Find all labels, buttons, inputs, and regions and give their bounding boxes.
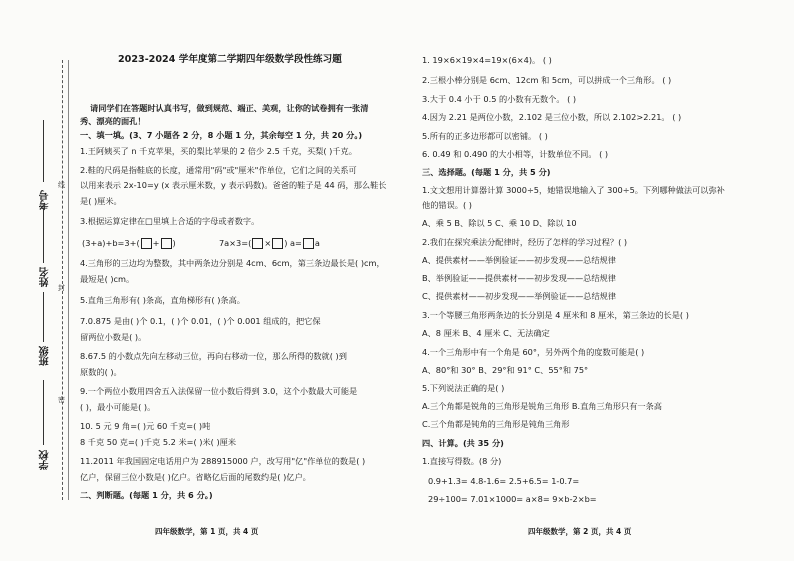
choice-5-option-c: C.三个角都是钝角的三角形是钝角三角形 bbox=[422, 419, 570, 429]
exam-title: 2023-2024 学年度第二学期四年级数学段性练习题 bbox=[118, 54, 342, 65]
question-fill-8-b: 原数的( )。 bbox=[80, 367, 122, 377]
side-label-name: 姓名 bbox=[40, 267, 51, 287]
binding-solid-line bbox=[68, 60, 69, 500]
choice-2-option-c: C、提供素材——初步发现——举例验证——总结规律 bbox=[422, 291, 617, 301]
question-fill-9-b: ( )，最小可能是( )。 bbox=[80, 402, 156, 412]
question-fill-11-a: 11.2011 年我国固定电话用户为 288915000 户，改写用"亿"作单位的数是( ) bbox=[80, 456, 366, 466]
section-choice-heading: 三、选择题。(每题 1 分，共 5 分) bbox=[422, 167, 551, 177]
answer-box[interactable] bbox=[141, 238, 152, 249]
choice-3-options: A、8 厘米 B、4 厘米 C、无法确定 bbox=[422, 328, 550, 338]
instruction-line-1: 请同学们在答题时认真书写，做到规范、端正、美观，让你的试卷拥有一张清 bbox=[90, 103, 369, 113]
side-label-class: 班级 bbox=[40, 346, 51, 366]
equation-right: a= bbox=[289, 238, 302, 248]
judge-item-5: 5.所有的正多边形都可以密铺。 ( ) bbox=[422, 131, 548, 141]
name-blank[interactable] bbox=[43, 208, 44, 263]
seal-mark-feng: 封 bbox=[58, 284, 65, 292]
choice-2-question: 2.我们在探究乘法分配律时，经历了怎样的学习过程？( ) bbox=[422, 237, 628, 247]
question-fill-2-c: 是( )厘米。 bbox=[80, 196, 122, 206]
question-fill-2-b: 以用来表示 2x-10=y (x 表示厘米数，y 表示码数)。爸爸的鞋子是 44 码，那么鞋长 bbox=[80, 180, 387, 190]
class-blank[interactable] bbox=[43, 292, 44, 342]
question-fill-3: 3.根据运算定律在□里填上合适的字母或者数字。 bbox=[80, 216, 260, 226]
question-fill-10-a: 10. 5 元 9 角=( )元 60 千克=( )吨 bbox=[80, 421, 211, 431]
side-label-exam-no: 考号 bbox=[40, 190, 51, 210]
question-fill-5: 5.直角三角形有( )条高，直角梯形有( )条高。 bbox=[80, 295, 245, 305]
choice-4-options: A、80°和 30° B、29°和 91° C、55°和 75° bbox=[422, 365, 589, 375]
side-label-school: 学校 bbox=[40, 450, 51, 470]
judge-item-2: 2.三根小棒分别是 6cm、12cm 和 5cm，可以拼成一个三角形。 ( ) bbox=[422, 75, 672, 85]
calc-row-1: 0.9+1.3= 4.8-1.6= 2.5+6.5= 1-0.7= bbox=[428, 476, 580, 486]
question-fill-7-b: 留两位小数是( )。 bbox=[80, 332, 147, 342]
section-judgement-heading: 二、判断题。(每题 1 分，共 6 分。) bbox=[80, 490, 213, 500]
answer-box[interactable] bbox=[272, 238, 283, 249]
question-fill-4-a: 4.三角形的三边均为整数，其中两条边分别是 4cm、6cm，第三条边最长是( )cm， bbox=[80, 258, 385, 268]
choice-1-question-b: 他的错误。( ) bbox=[422, 200, 472, 210]
page-footer-right: 四年级数学，第 2 页，共 4 页 bbox=[528, 527, 632, 536]
seal-mark-mi: 密 bbox=[58, 396, 65, 404]
exam-no-blank[interactable] bbox=[43, 120, 44, 182]
answer-box[interactable] bbox=[161, 238, 172, 249]
judge-item-3: 3.大于 0.4 小于 0.5 的小数有无数个。 ( ) bbox=[422, 94, 577, 104]
choice-5-option-ab: A.三个角都是锐角的三角形是锐角三角形 B.直角三角形只有一条高 bbox=[422, 401, 662, 411]
choice-3-question: 3.一个等腰三角形两条边的长分别是 4 厘米和 8 厘米，第三条边的长是( ) bbox=[422, 310, 689, 320]
equation-left: (3+a)+b=3+( bbox=[82, 238, 140, 248]
binding-dashed-line bbox=[62, 60, 63, 500]
question-fill-4-b: 最短是( )cm。 bbox=[80, 274, 135, 284]
judge-item-4: 4.因为 2.21 是两位小数，2.102 是三位小数，所以 2.102>2.21。 ( ) bbox=[422, 112, 682, 122]
judge-item-1: 1. 19×6×19×4=19×(6×4)。 ( ) bbox=[422, 55, 552, 65]
choice-1-options: A、乘 5 B、除以 5 C、乘 10 D、除以 10 bbox=[422, 218, 577, 228]
question-fill-11-b: 亿户，保留三位小数是( )亿户。省略亿后面的尾数约是( )亿户。 bbox=[80, 472, 311, 482]
equation-mid: 7a×3= bbox=[218, 238, 249, 248]
calc-row-2: 29÷100= 7.01×1000= a×8= 9×b-2×b= bbox=[428, 494, 597, 504]
question-fill-10-b: 8 千克 50 克=( )千克 5.2 米=( )米( )厘米 bbox=[80, 437, 237, 447]
question-fill-8-a: 8.67.5 的小数点先向左移动三位，再向右移动一位，那么所得的数就( )到 bbox=[80, 351, 347, 361]
answer-box[interactable] bbox=[303, 238, 314, 249]
equation-row: (3+a)+b=3+( + ) 7a×3=( × ) a= a bbox=[82, 238, 320, 248]
calc-subheading: 1.直接写得数。(8 分) bbox=[422, 456, 502, 466]
instruction-line-2: 秀、漂亮的面孔！ bbox=[80, 116, 146, 126]
question-fill-7-a: 7.0.875 是由( )个 0.1，( )个 0.01，( )个 0.001 组成的，把它保 bbox=[80, 316, 321, 326]
answer-box[interactable] bbox=[252, 238, 263, 249]
seal-mark-xian: 线 bbox=[58, 181, 65, 189]
judge-item-6: 6. 0.49 和 0.490 的大小相等，计数单位不同。 ( ) bbox=[422, 149, 609, 159]
question-fill-9-a: 9.一个两位小数用四舍五入法保留一位小数后得到 3.0，这个小数最大可能是 bbox=[80, 386, 358, 396]
question-fill-1: 1.王阿姨买了 n 千克苹果，买的梨比苹果的 2 倍少 2.5 千克，买梨( )千克。 bbox=[80, 146, 357, 156]
school-blank[interactable] bbox=[43, 380, 44, 445]
choice-2-option-a: A、提供素材——举例验证——初步发现——总结规律 bbox=[422, 255, 616, 265]
section-fill-in-heading: 一、填一填。(3、7 小题各 2 分，8 小题 1 分，其余每空 1 分，共 20 分。) bbox=[80, 130, 363, 140]
question-fill-2-a: 2.鞋的尺码是指鞋底的长度，通常用"码"或"厘米"作单位，它们之间的关系可 bbox=[80, 165, 357, 175]
choice-4-question: 4.一个三角形中有一个角是 60°，另外两个角的度数可能是( ) bbox=[422, 347, 645, 357]
choice-5-question: 5.下列说法正确的是( ) bbox=[422, 383, 505, 393]
choice-2-option-b: B、举例验证——提供素材——初步发现——总结规律 bbox=[422, 273, 616, 283]
choice-1-question-a: 1.文文想用计算器计算 3000÷5，她错误地输入了 300÷5。下列哪种做法可以弥补 bbox=[422, 185, 725, 195]
page-footer-left: 四年级数学，第 1 页，共 4 页 bbox=[155, 527, 259, 536]
section-calc-heading: 四、计算。(共 35 分) bbox=[422, 438, 504, 448]
